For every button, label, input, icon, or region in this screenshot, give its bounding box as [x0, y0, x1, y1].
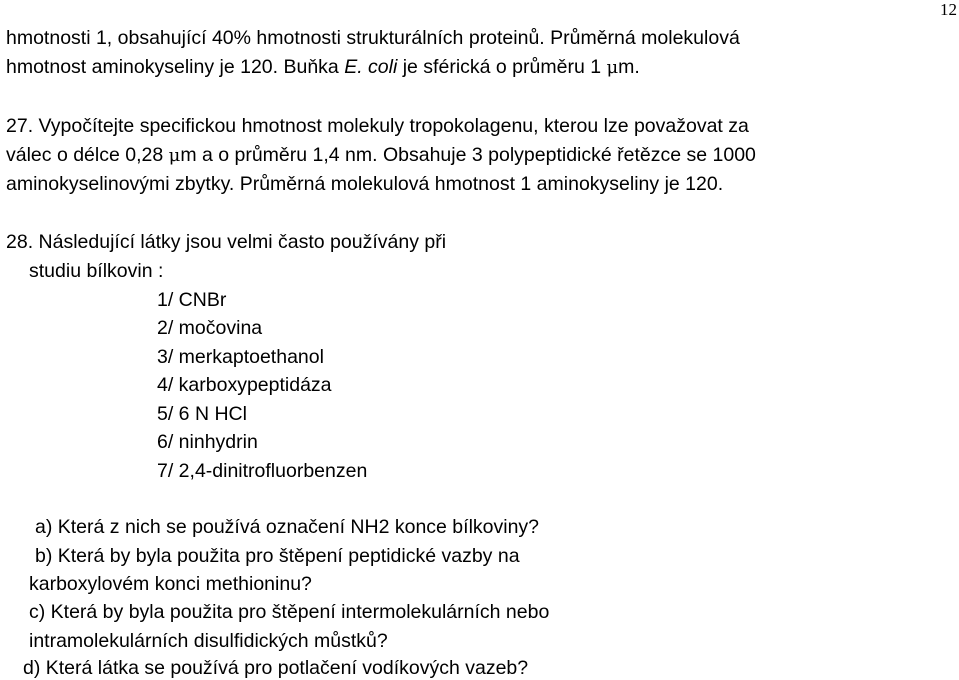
- reagent-item: 4/ karboxypeptidáza: [157, 374, 332, 396]
- question-d: d) Která látka se používá pro potlačení vodíkových vazeb?: [23, 657, 529, 679]
- q28-line-2: studiu bílkovin :: [29, 260, 164, 282]
- q27-line-1: 27. Vypočítejte specifickou hmotnost molekuly tropokolagenu, kterou lze považovat za: [6, 115, 749, 137]
- q27-text-b: m a o průměru 1,4 nm. Obsahuje 3 polypeptidické řetězce se 1000: [180, 144, 756, 166]
- q27-line-2: [6, 143, 756, 168]
- intro-text-d: m.: [618, 56, 640, 78]
- reagent-item: 1/ CNBr: [157, 289, 227, 311]
- mu-symbol: μ: [168, 145, 181, 166]
- question-a: a) Která z nich se používá označení NH2 konce bílkoviny?: [35, 516, 540, 538]
- species-name: E. coli: [344, 56, 398, 78]
- reagent-item: 7/ 2,4-dinitrofluorbenzen: [157, 460, 368, 482]
- question-c-line-1: c) Která by byla použita pro štěpení intermolekulárních nebo: [29, 601, 550, 623]
- q27-line-3: aminokyselinovými zbytky. Průměrná molekulová hmotnost 1 aminokyseliny je 120.: [6, 173, 724, 195]
- page-number: 12: [940, 0, 957, 19]
- question-b-line-2: karboxylovém konci methioninu?: [29, 573, 312, 595]
- intro-line-1: hmotnosti 1, obsahující 40% hmotnosti strukturálních proteinů. Průměrná molekulová: [6, 27, 740, 49]
- reagent-item: 5/ 6 N HCl: [157, 403, 247, 425]
- intro-line-2: [6, 55, 640, 80]
- question-c-line-2: intramolekulárních disulfidických můstků?: [29, 630, 388, 652]
- reagent-item: 6/ ninhydrin: [157, 431, 258, 453]
- reagent-item: 3/ merkaptoethanol: [157, 346, 324, 368]
- reagent-item: 2/ močovina: [157, 317, 263, 339]
- intro-text-a: hmotnost aminokyseliny je 120. Buňka: [6, 56, 345, 78]
- q28-line-1: 28. Následující látky jsou velmi často používány při: [6, 231, 447, 253]
- question-b-line-1: b) Která by byla použita pro štěpení peptidické vazby na: [35, 545, 520, 567]
- mu-symbol: μ: [606, 57, 619, 78]
- intro-text-c: je sférická o průměru 1: [397, 56, 607, 78]
- q27-text-a: válec o délce 0,28: [6, 144, 169, 166]
